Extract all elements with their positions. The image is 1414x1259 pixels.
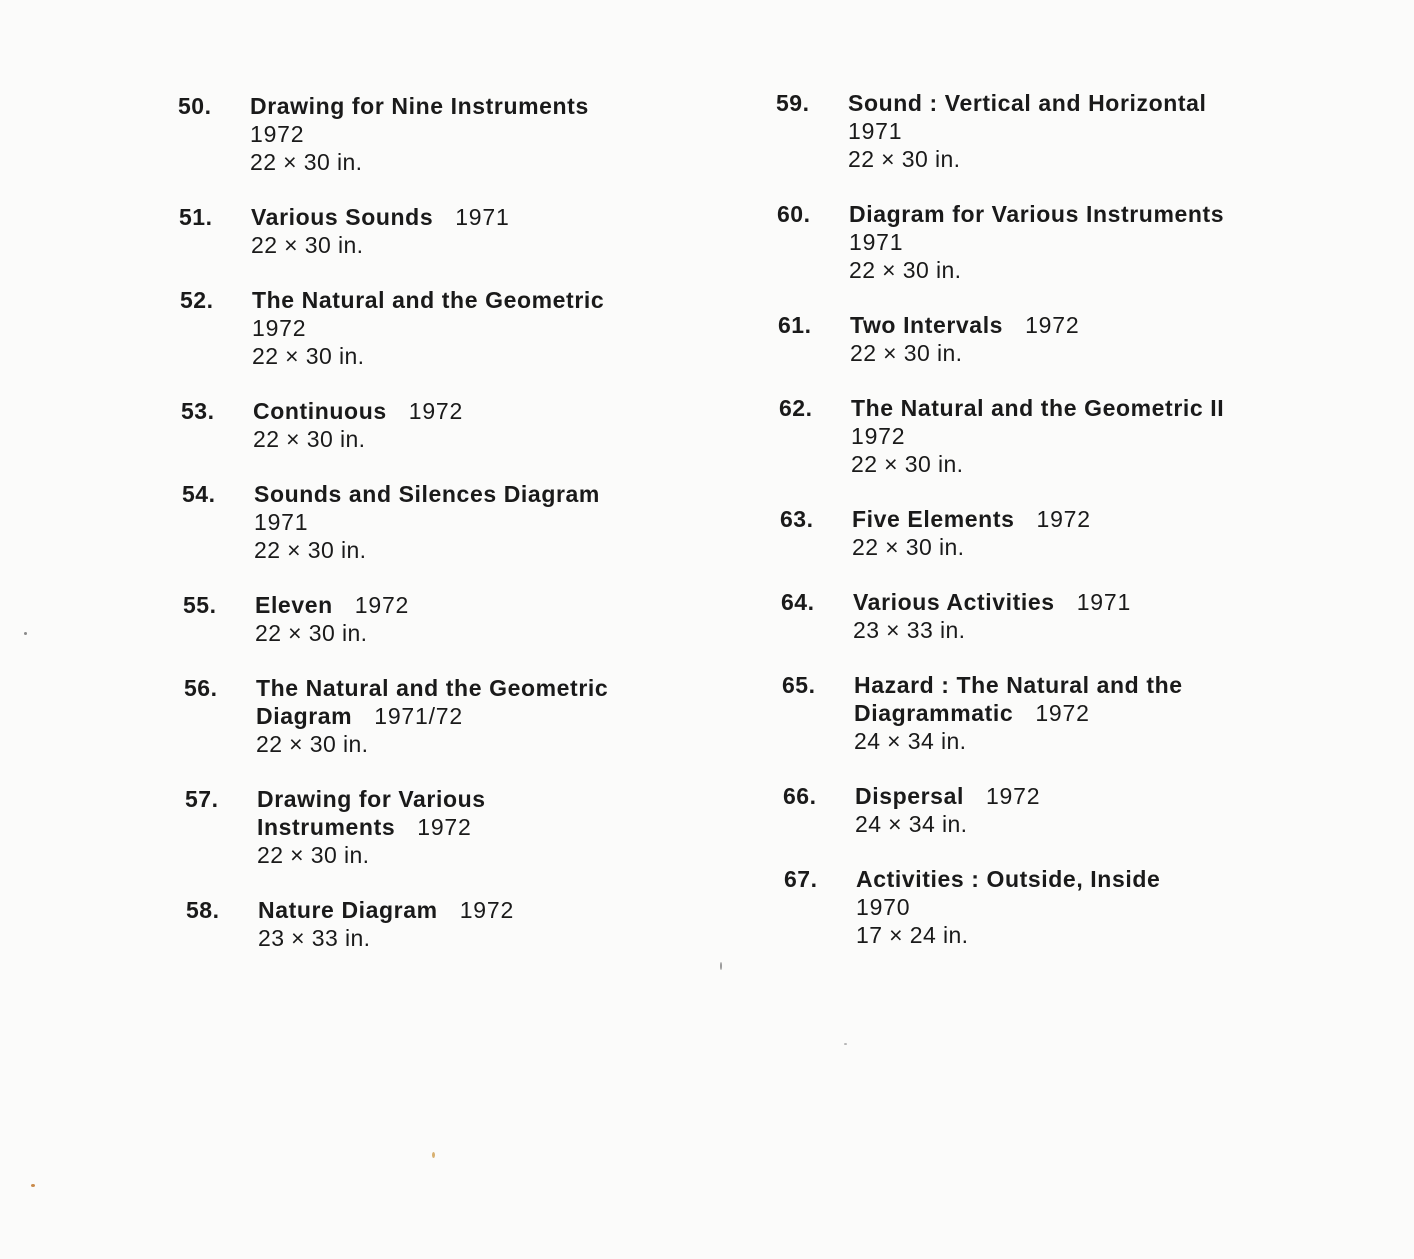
entry-details [253, 397, 733, 453]
entry-size: 17 × 24 in. [856, 922, 969, 948]
entry-year: 1972 [408, 398, 464, 424]
entry-size: 22 × 30 in. [251, 232, 364, 258]
entry-number: 52. [180, 287, 214, 313]
entry-year: 1971 [254, 509, 309, 535]
paper-speck [432, 1152, 435, 1158]
entry-title: The Natural and the Geometric II [851, 395, 1225, 421]
entry-year: 1972 [851, 423, 906, 449]
entry-details [850, 311, 1330, 367]
entry-details [855, 782, 1335, 838]
entry-number: 54. [182, 481, 216, 507]
entry-size: 23 × 33 in. [258, 925, 371, 951]
entry-number: 62. [779, 395, 813, 421]
entry-size: 22 × 30 in. [852, 534, 965, 560]
entry-year: 1972 [417, 814, 472, 840]
entry-size: 22 × 30 in. [255, 620, 368, 646]
entry-details [255, 591, 735, 647]
entry-title: The Natural and the Geometric [256, 675, 609, 701]
entry-title: Sound : Vertical and Horizontal [848, 90, 1207, 116]
entry-number: 50. [178, 93, 212, 119]
entry-title: The Natural and the Geometric [252, 287, 605, 313]
entry-number: 66. [783, 783, 817, 809]
entry-size: 22 × 30 in. [851, 451, 964, 477]
entry-year: 1971 [1076, 589, 1132, 615]
entry-title: Sounds and Silences Diagram [254, 481, 600, 507]
entry-size: 22 × 30 in. [254, 537, 367, 563]
entry-year: 1970 [856, 894, 911, 920]
entry-number: 67. [784, 866, 818, 892]
entry-size: 22 × 30 in. [250, 149, 363, 175]
entry-title-continued: Diagram [256, 703, 353, 729]
paper-speck [720, 962, 722, 970]
entry-year: 1972 [1036, 506, 1091, 532]
entry-number: 58. [186, 897, 220, 923]
entry-number: 56. [184, 675, 218, 701]
entry-size: 22 × 30 in. [848, 146, 961, 172]
entry-title: Two Intervals [850, 312, 1004, 338]
entry-title: Nature Diagram [258, 897, 438, 923]
entry-details [854, 671, 1334, 755]
paper-speck [24, 632, 27, 635]
entry-details [849, 200, 1329, 284]
entry-details [258, 896, 738, 952]
entry-number: 51. [179, 204, 213, 230]
entry-year: 1971 [848, 118, 903, 144]
entry-year: 1971 [455, 204, 510, 230]
entry-title: Eleven [255, 592, 333, 618]
entry-size: 23 × 33 in. [853, 617, 966, 643]
entry-year: 1971 [849, 229, 904, 255]
entry-title: Various Activities [853, 589, 1055, 615]
entry-title-continued: Diagrammatic [854, 700, 1014, 726]
entry-details [856, 865, 1336, 949]
entry-title: Drawing for Various [257, 786, 486, 812]
entry-details [257, 785, 737, 869]
entry-title: Continuous [253, 398, 387, 424]
entry-details [254, 480, 734, 564]
entry-size: 22 × 30 in. [850, 340, 963, 366]
entry-number: 57. [185, 786, 219, 812]
entry-size: 22 × 30 in. [849, 257, 962, 283]
entry-details [852, 505, 1332, 561]
entry-size: 22 × 30 in. [253, 426, 366, 452]
entry-number: 60. [777, 201, 811, 227]
entry-title: Diagram for Various Instruments [849, 201, 1225, 227]
entry-size: 24 × 34 in. [854, 728, 967, 754]
entry-number: 64. [781, 589, 815, 615]
entry-year: 1972 [459, 897, 515, 923]
entry-title: Drawing for Nine Instruments [250, 93, 589, 119]
entry-year: 1972 [250, 121, 305, 147]
paper-speck [844, 1043, 847, 1045]
entry-number: 61. [778, 312, 812, 338]
entry-details [853, 588, 1333, 644]
entry-year: 1972 [354, 592, 410, 618]
entry-year: 1972 [985, 783, 1041, 809]
entry-details [250, 92, 730, 176]
entry-number: 55. [183, 592, 217, 618]
entry-details [848, 89, 1328, 173]
entry-number: 53. [181, 398, 215, 424]
entry-title: Activities : Outside, Inside [856, 866, 1161, 892]
entry-details [251, 203, 731, 259]
entry-year: 1972 [1035, 700, 1090, 726]
entry-title: Five Elements [852, 506, 1015, 532]
entry-number: 59. [776, 90, 810, 116]
entry-number: 63. [780, 506, 814, 532]
entry-number: 65. [782, 672, 816, 698]
entry-title-continued: Instruments [257, 814, 396, 840]
entry-size: 24 × 34 in. [855, 811, 968, 837]
entry-details [256, 674, 736, 758]
entry-title: Various Sounds [251, 204, 434, 230]
entry-year: 1972 [1025, 312, 1080, 338]
entry-details [252, 286, 732, 370]
entry-size: 22 × 30 in. [252, 343, 365, 369]
entry-size: 22 × 30 in. [257, 842, 370, 868]
paper-speck [31, 1184, 35, 1187]
entry-year: 1972 [252, 315, 307, 341]
entry-year: 1971/72 [374, 703, 463, 729]
entry-details [851, 394, 1331, 478]
entry-size: 22 × 30 in. [256, 731, 369, 757]
entry-title: Dispersal [855, 783, 964, 809]
entry-title: Hazard : The Natural and the [854, 672, 1183, 698]
